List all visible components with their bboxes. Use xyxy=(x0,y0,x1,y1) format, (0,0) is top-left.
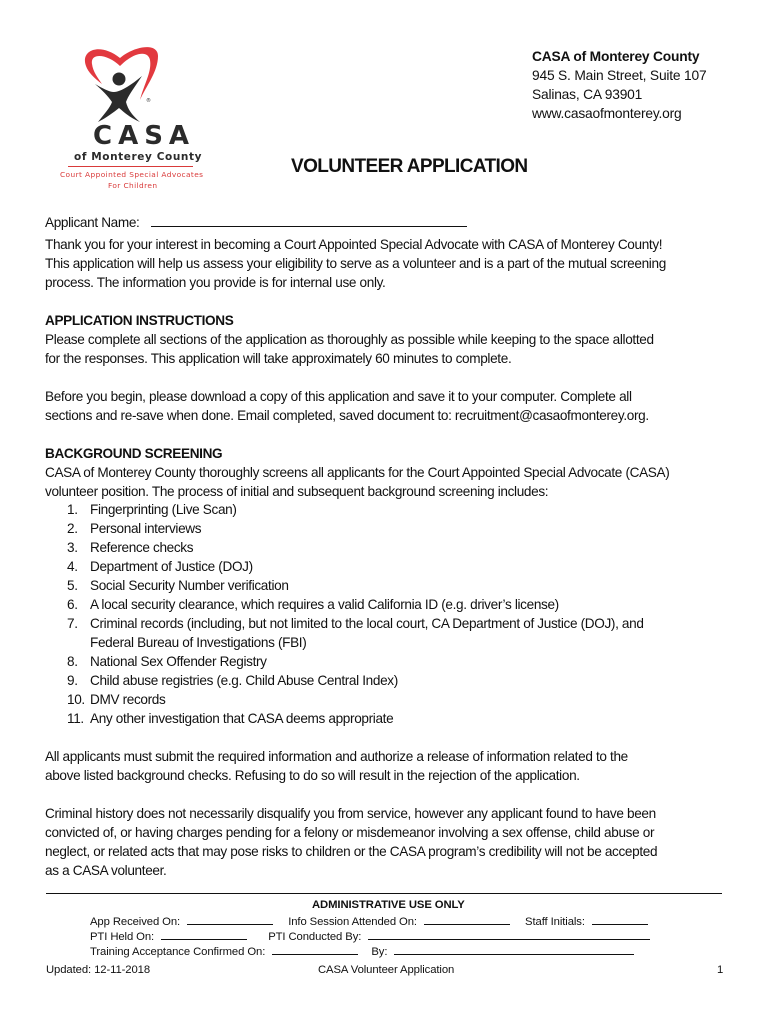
criminal-line: as a CASA volunteer. xyxy=(45,863,167,878)
list-number: 3. xyxy=(67,540,78,555)
release-line: above listed background checks. Refusing to do so will result in the rejection of the application. xyxy=(45,768,580,783)
intro-line: process. The information you provide is for internal use only. xyxy=(45,275,386,290)
org-street: 945 S. Main Street, Suite 107 xyxy=(532,68,707,83)
applicant-name-row xyxy=(45,213,467,232)
applicant-name-label: Applicant Name: xyxy=(45,215,140,230)
heart-with-figure-logo-icon xyxy=(78,42,168,124)
screening-list-item xyxy=(67,652,267,671)
pti-held-field[interactable] xyxy=(161,929,247,940)
list-text: Federal Bureau of Investigations (FBI) xyxy=(90,635,307,650)
list-number: 4. xyxy=(67,559,78,574)
list-number: 7. xyxy=(67,616,78,631)
list-text: Reference checks xyxy=(90,540,194,555)
instructions-line: Please complete all sections of the application as thoroughly as possible while keeping to the space allotted xyxy=(45,332,654,347)
screening-heading: BACKGROUND SCREENING xyxy=(45,446,223,461)
training-by-field[interactable] xyxy=(394,944,634,955)
intro-paragraph xyxy=(45,235,666,292)
list-text: Fingerprinting (Live Scan) xyxy=(90,502,237,517)
list-number: 1. xyxy=(67,502,78,517)
pti-conducted-label: PTI Conducted By: xyxy=(268,931,362,943)
screening-list-item xyxy=(67,538,193,557)
admin-divider xyxy=(46,893,722,894)
screening-list-item xyxy=(67,500,237,519)
screening-intro xyxy=(45,463,669,501)
list-text: Any other investigation that CASA deems appropriate xyxy=(90,711,394,726)
list-number: 8. xyxy=(67,654,78,669)
screening-intro-line: volunteer position. The process of initial and subsequent background screening includes: xyxy=(45,484,549,499)
list-text: Child abuse registries (e.g. Child Abuse Central Index) xyxy=(90,673,398,688)
logo-wordmark: CASA xyxy=(93,121,196,151)
intro-line: This application will help us assess your eligibility to serve as a volunteer and is a part of the mutual screening xyxy=(45,256,666,271)
list-number: 10. xyxy=(67,692,85,707)
instructions-paragraph xyxy=(45,330,654,368)
info-session-label: Info Session Attended On: xyxy=(288,916,417,928)
list-text: National Sex Offender Registry xyxy=(90,654,267,669)
logo-tagline: Court Appointed Special Advocates xyxy=(60,170,204,179)
admin-row-2 xyxy=(90,929,650,945)
list-number: 11. xyxy=(67,711,84,726)
training-confirmed-field[interactable] xyxy=(272,944,358,955)
criminal-line: neglect, or related acts that may pose risks to children or the CASA program’s credibility will not be accepted xyxy=(45,844,658,859)
admin-row-1 xyxy=(90,914,648,930)
org-website[interactable]: www.casaofmonterey.org xyxy=(532,106,682,121)
criminal-line: convicted of, or having charges pending for a felony or misdemeanor involving a sex offense, child abuse or xyxy=(45,825,655,840)
org-address-block xyxy=(532,47,706,123)
screening-list-item xyxy=(67,519,201,538)
list-text: Department of Justice (DOJ) xyxy=(90,559,253,574)
footer-updated: Updated: 12-11-2018 xyxy=(46,964,151,976)
screening-list-item xyxy=(67,576,289,595)
screening-list-item-continuation xyxy=(67,633,306,652)
logo-county: of Monterey County xyxy=(74,151,203,163)
intro-line: Thank you for your interest in becoming a Court Appointed Special Advocate with CASA of Monterey County! xyxy=(45,237,663,252)
list-number: 5. xyxy=(67,578,78,593)
footer-doc-name: CASA Volunteer Application xyxy=(318,964,455,976)
instructions-heading: APPLICATION INSTRUCTIONS xyxy=(45,313,234,328)
app-received-field[interactable] xyxy=(187,914,273,925)
pti-conducted-field[interactable] xyxy=(368,929,650,940)
app-received-label: App Received On: xyxy=(90,916,181,928)
screening-intro-line: CASA of Monterey County thoroughly screens all applicants for the Court Appointed Special Advocate (CASA) xyxy=(45,465,670,480)
staff-initials-field[interactable] xyxy=(592,914,648,925)
list-text: Criminal records (including, but not limited to the local court, CA Department of Justice (DOJ), and xyxy=(90,616,644,631)
screening-list-item xyxy=(67,557,253,576)
download-paragraph xyxy=(45,387,649,425)
staff-initials-label: Staff Initials: xyxy=(525,916,585,928)
logo-divider xyxy=(68,166,193,167)
criminal-history-paragraph xyxy=(45,804,657,880)
training-by-label: By: xyxy=(371,946,388,958)
org-city: Salinas, CA 93901 xyxy=(532,87,643,102)
org-name: CASA of Monterey County xyxy=(532,49,700,64)
list-number: 9. xyxy=(67,673,78,688)
screening-list-item xyxy=(67,595,559,614)
list-text: DMV records xyxy=(90,692,166,707)
list-text: Social Security Number verification xyxy=(90,578,289,593)
footer-page-number: 1 xyxy=(717,964,724,976)
download-line: sections and re-save when done. Email completed, saved document to: recruitment@casaofmonterey.org. xyxy=(45,408,649,423)
applicant-name-field[interactable] xyxy=(151,214,467,227)
instructions-line: for the responses. This application will take approximately 60 minutes to complete. xyxy=(45,351,512,366)
list-number: 6. xyxy=(67,597,78,612)
screening-list-item xyxy=(67,614,644,633)
info-session-field[interactable] xyxy=(424,914,510,925)
list-number: 2. xyxy=(67,521,78,536)
logo-tagline-children: For Children xyxy=(108,181,158,190)
page-title: VOLUNTEER APPLICATION xyxy=(291,156,528,177)
criminal-line: Criminal history does not necessarily disqualify you from service, however any applicant found to have been xyxy=(45,806,656,821)
svg-text:®: ® xyxy=(146,98,151,104)
admin-row-3 xyxy=(90,944,634,960)
screening-list-item xyxy=(67,709,393,728)
screening-list-item xyxy=(67,671,398,690)
download-line: Before you begin, please download a copy of this application and save it to your computer. Complete all xyxy=(45,389,632,404)
list-text: A local security clearance, which requires a valid California ID (e.g. driver’s license) xyxy=(90,597,559,612)
screening-list-item xyxy=(67,690,165,709)
pti-held-label: PTI Held On: xyxy=(90,931,155,943)
release-line: All applicants must submit the required information and authorize a release of information related to the xyxy=(45,749,628,764)
release-paragraph xyxy=(45,747,628,785)
training-confirmed-label: Training Acceptance Confirmed On: xyxy=(90,946,266,958)
list-text: Personal interviews xyxy=(90,521,202,536)
admin-heading: ADMINISTRATIVE USE ONLY xyxy=(312,899,465,911)
